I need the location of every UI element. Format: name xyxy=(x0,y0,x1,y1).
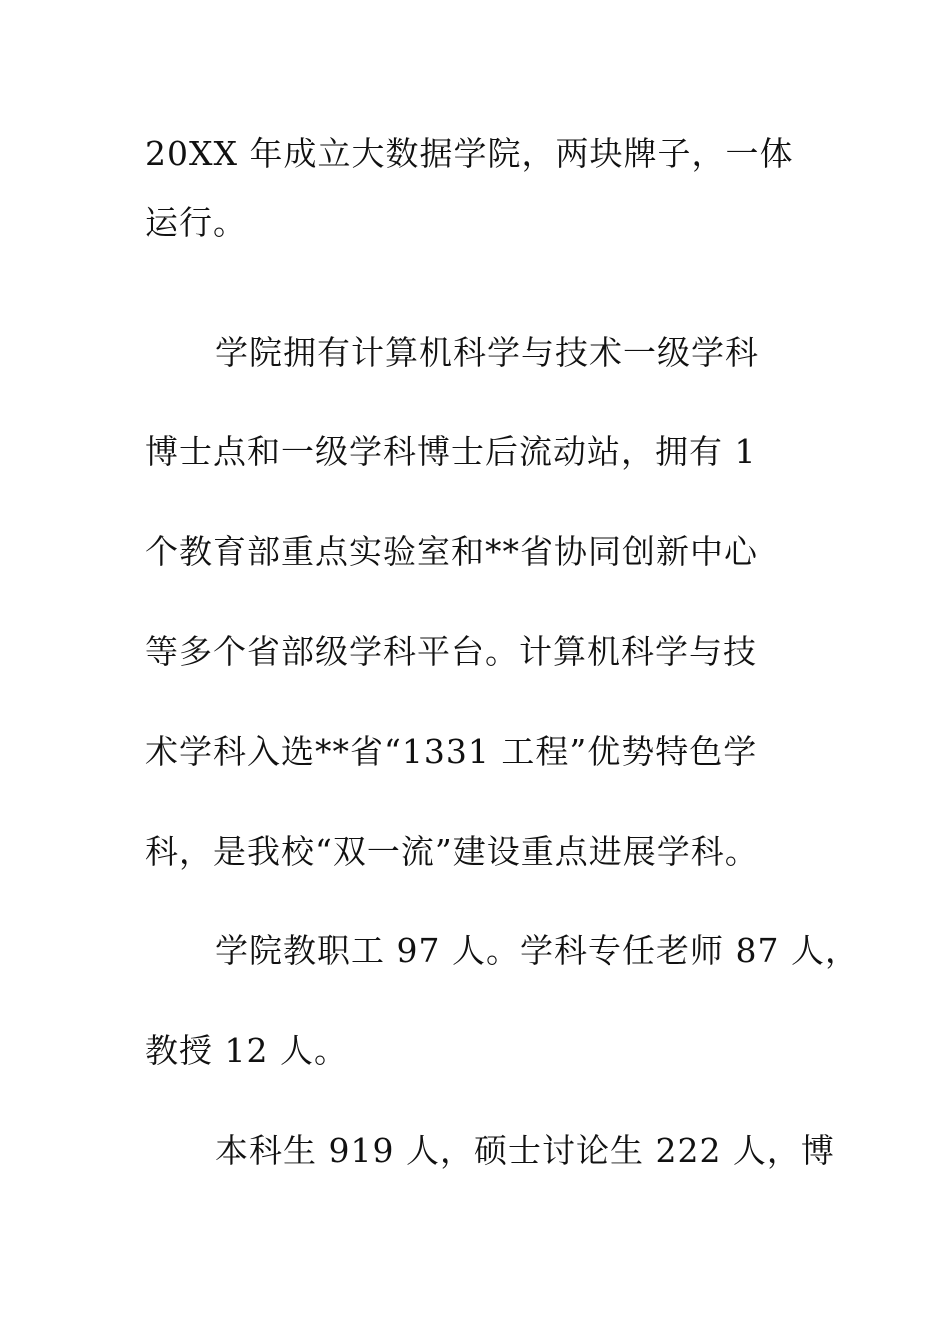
paragraph-start-line: 学院拥有计算机科学与技术一级学科 xyxy=(215,333,759,372)
text-line: 运行。 xyxy=(145,203,247,242)
text-line: 博士点和一级学科博士后流动站，拥有 1 xyxy=(145,432,757,471)
text-line: 20XX 年成立大数据学院，两块牌子，一体 xyxy=(145,134,794,173)
paragraph-start-line: 本科生 919 人，硕士讨论生 222 人，博 xyxy=(215,1131,835,1170)
text-line: 等多个省部级学科平台。计算机科学与技 xyxy=(145,632,757,671)
paragraph-start-line: 学院教职工 97 人。学科专任老师 87 人， xyxy=(215,931,859,970)
text-line: 教授 12 人。 xyxy=(145,1031,348,1070)
text-line: 科，是我校“双一流”建设重点进展学科。 xyxy=(145,832,759,871)
text-line: 术学科入选**省“1331 工程”优势特色学 xyxy=(145,732,758,771)
text-line: 个教育部重点实验室和**省协同创新中心 xyxy=(145,532,758,571)
